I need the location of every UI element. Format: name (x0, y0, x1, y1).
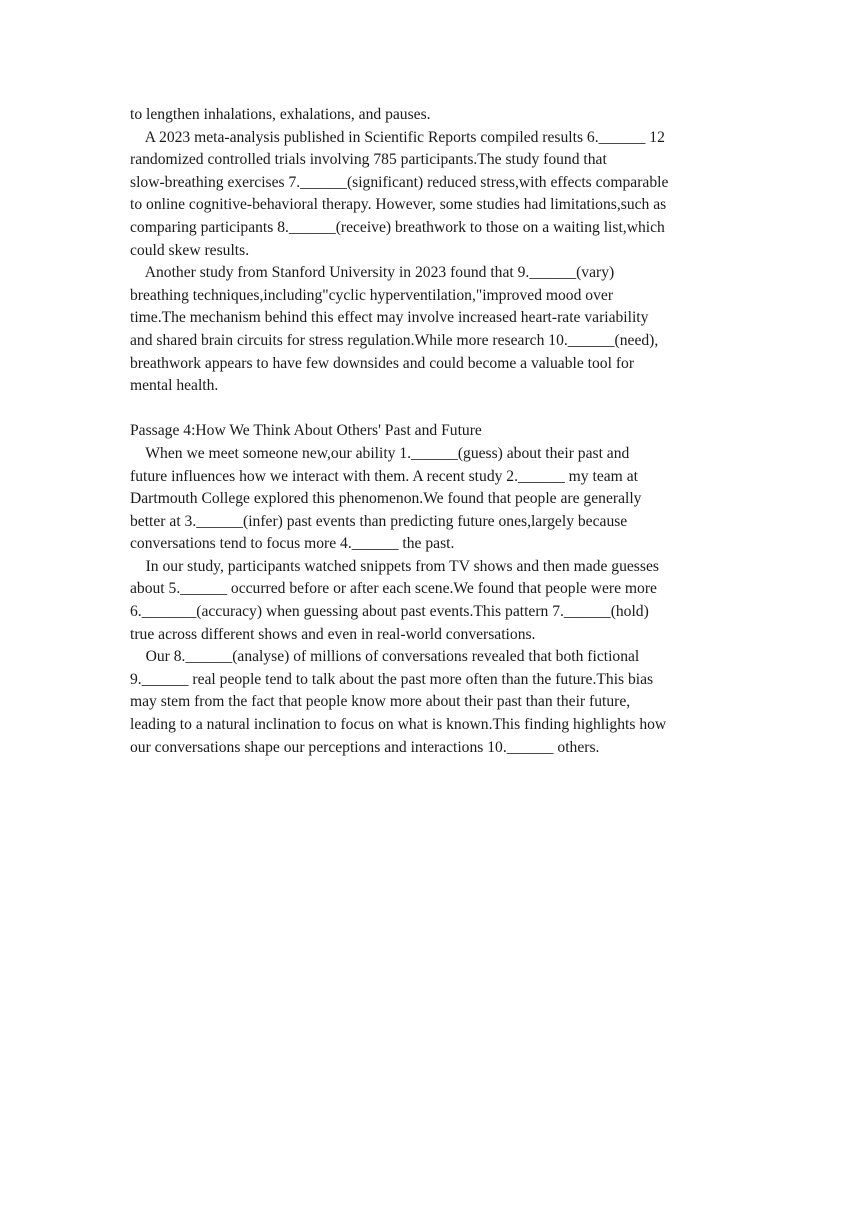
text-line: leading to a natural inclination to focus on what is known.This finding highlights how (130, 716, 667, 734)
text-line: mental health. (130, 377, 219, 395)
passage-title: Passage 4:How We Think About Others' Past and Future (130, 422, 482, 440)
passage-4-text (130, 420, 734, 759)
text-line: to online cognitive-behavioral therapy. However, some studies had limitations,such as (130, 196, 667, 214)
text-line: could skew results. (130, 241, 250, 259)
passage-3-text (130, 104, 734, 398)
text-line: 6._______(accuracy) when guessing about past events.This pattern 7.______(hold) (130, 603, 649, 621)
text-line: true across different shows and even in real-world conversations. (130, 625, 536, 643)
text-line: conversations tend to focus more 4.______ the past. (130, 535, 455, 553)
text-line: breathing techniques,including"cyclic hyperventilation,"improved mood over (130, 286, 614, 304)
document-page (130, 104, 734, 759)
text-line: breathwork appears to have few downsides and could become a valuable tool for (130, 354, 635, 372)
text-line: slow-breathing exercises 7.______(significant) reduced stress,with effects comparable (130, 173, 669, 191)
text-line: may stem from the fact that people know more about their past than their future, (130, 693, 631, 711)
paragraph-spacer (130, 398, 734, 421)
text-line: Our 8.______(analyse) of millions of conversations revealed that both fictional (130, 648, 640, 666)
text-line: better at 3.______(infer) past events than predicting future ones,largely because (130, 512, 628, 530)
text-line: A 2023 meta-analysis published in Scientific Reports compiled results 6.______ 12 (130, 128, 665, 146)
text-line: to lengthen inhalations, exhalations, and pauses. (130, 106, 431, 123)
text-line: comparing participants 8.______(receive) breathwork to those on a waiting list,which (130, 218, 665, 236)
text-line: In our study, participants watched snippets from TV shows and then made guesses (130, 557, 659, 575)
text-line: randomized controlled trials involving 785 participants.The study found that (130, 151, 607, 169)
text-line: Another study from Stanford University in 2023 found that 9.______(vary) (130, 264, 615, 282)
text-line: future influences how we interact with them. A recent study 2.______ my team at (130, 467, 638, 485)
text-line: and shared brain circuits for stress regulation.While more research 10.______(need), (130, 331, 659, 349)
text-line: Dartmouth College explored this phenomenon.We found that people are generally (130, 490, 642, 508)
text-line: When we meet someone new,our ability 1.______(guess) about their past and (130, 444, 630, 462)
text-line: time.The mechanism behind this effect may involve increased heart-rate variability (130, 309, 649, 327)
text-line: our conversations shape our perceptions and interactions 10.______ others. (130, 738, 600, 756)
text-line: about 5.______ occurred before or after each scene.We found that people were more (130, 580, 657, 598)
text-line: 9.______ real people tend to talk about the past more often than the future.This bias (130, 670, 654, 688)
